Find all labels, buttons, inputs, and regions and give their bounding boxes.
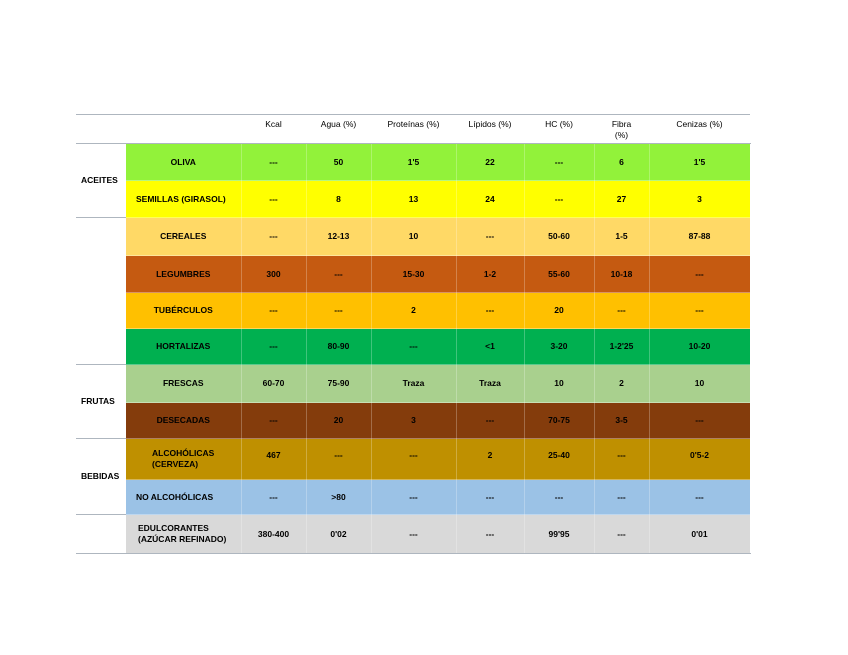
- category-label: BEBIDAS: [76, 439, 126, 515]
- value-cell: 24: [456, 181, 524, 218]
- value-cell: 3: [371, 403, 456, 439]
- value-cell: 8: [306, 181, 371, 218]
- value-cell: 2: [456, 439, 524, 480]
- value-cell: ---: [371, 329, 456, 365]
- food-name-cell: TUBÉRCULOS: [126, 293, 241, 329]
- value-cell: 0'02: [306, 515, 371, 554]
- value-cell: 25-40: [524, 439, 594, 480]
- value-cell: 467: [241, 439, 306, 480]
- value-cell: <1: [456, 329, 524, 365]
- value-cell: ---: [456, 515, 524, 554]
- food-name-cell: NO ALCOHÓLICAS: [126, 480, 241, 515]
- category-label: FRUTAS: [76, 365, 126, 439]
- value-cell: 2: [371, 293, 456, 329]
- value-cell: ---: [241, 293, 306, 329]
- value-cell: 20: [306, 403, 371, 439]
- value-cell: 75-90: [306, 365, 371, 403]
- value-cell: 2: [594, 365, 649, 403]
- header-cell: [76, 115, 126, 144]
- value-cell: 10-18: [594, 256, 649, 293]
- category-label: ACEITES: [76, 144, 126, 218]
- value-cell: 87-88: [649, 218, 750, 256]
- table-row: [76, 480, 750, 515]
- value-cell: 80-90: [306, 329, 371, 365]
- header-proteinas: Proteínas (%): [371, 115, 456, 144]
- value-cell: 1'5: [649, 144, 750, 181]
- value-cell: ---: [241, 144, 306, 181]
- value-cell: ---: [649, 293, 750, 329]
- value-cell: ---: [524, 181, 594, 218]
- value-cell: 10-20: [649, 329, 750, 365]
- food-name-cell: HORTALIZAS: [126, 329, 241, 365]
- value-cell: ---: [241, 403, 306, 439]
- table-row: [76, 439, 750, 480]
- value-cell: ---: [649, 256, 750, 293]
- food-name-cell: ALCOHÓLICAS (CERVEZA): [126, 439, 241, 480]
- header-cell: [126, 115, 241, 144]
- value-cell: Traza: [371, 365, 456, 403]
- value-cell: 70-75: [524, 403, 594, 439]
- value-cell: ---: [241, 218, 306, 256]
- value-cell: ---: [241, 480, 306, 515]
- value-cell: 0'01: [649, 515, 750, 554]
- value-cell: 10: [649, 365, 750, 403]
- value-cell: 50: [306, 144, 371, 181]
- table-row: [76, 403, 750, 439]
- value-cell: 22: [456, 144, 524, 181]
- header-cenizas: Cenizas (%): [649, 115, 750, 144]
- table-row: [76, 293, 750, 329]
- food-name-cell: EDULCORANTES (AZÚCAR REFINADO): [126, 515, 241, 554]
- value-cell: Traza: [456, 365, 524, 403]
- food-name-cell: LEGUMBRES: [126, 256, 241, 293]
- table-row: [76, 256, 750, 293]
- table-row: [76, 144, 750, 181]
- value-cell: 20: [524, 293, 594, 329]
- value-cell: ---: [649, 480, 750, 515]
- food-name-cell: DESECADAS: [126, 403, 241, 439]
- value-cell: 3: [649, 181, 750, 218]
- food-name-cell: FRESCAS: [126, 365, 241, 403]
- value-cell: 13: [371, 181, 456, 218]
- category-label: [76, 515, 126, 554]
- value-cell: 1-2'25: [594, 329, 649, 365]
- value-cell: ---: [594, 515, 649, 554]
- header-agua: Agua (%): [306, 115, 371, 144]
- value-cell: 12-13: [306, 218, 371, 256]
- value-cell: 99'95: [524, 515, 594, 554]
- value-cell: ---: [594, 293, 649, 329]
- value-cell: ---: [456, 293, 524, 329]
- value-cell: 15-30: [371, 256, 456, 293]
- value-cell: ---: [371, 515, 456, 554]
- value-cell: 10: [524, 365, 594, 403]
- table-row: [76, 365, 750, 403]
- header-lipidos: Lípidos (%): [456, 115, 524, 144]
- value-cell: ---: [241, 329, 306, 365]
- value-cell: ---: [456, 480, 524, 515]
- table-row: [76, 515, 750, 554]
- value-cell: ---: [306, 439, 371, 480]
- table-row: [76, 329, 750, 365]
- value-cell: ---: [594, 480, 649, 515]
- value-cell: 300: [241, 256, 306, 293]
- table-row: [76, 181, 750, 218]
- value-cell: ---: [524, 144, 594, 181]
- value-cell: >80: [306, 480, 371, 515]
- value-cell: 6: [594, 144, 649, 181]
- value-cell: ---: [524, 480, 594, 515]
- value-cell: ---: [594, 439, 649, 480]
- header-hc: HC (%): [524, 115, 594, 144]
- value-cell: 50-60: [524, 218, 594, 256]
- value-cell: 1-2: [456, 256, 524, 293]
- value-cell: 3-20: [524, 329, 594, 365]
- header-fibra: Fibra (%): [594, 115, 649, 144]
- value-cell: ---: [456, 218, 524, 256]
- value-cell: ---: [306, 293, 371, 329]
- value-cell: 3-5: [594, 403, 649, 439]
- value-cell: 55-60: [524, 256, 594, 293]
- nutrition-table: [76, 114, 751, 554]
- value-cell: ---: [371, 480, 456, 515]
- value-cell: ---: [241, 181, 306, 218]
- header-row: [76, 115, 750, 144]
- value-cell: ---: [371, 439, 456, 480]
- value-cell: ---: [306, 256, 371, 293]
- value-cell: 60-70: [241, 365, 306, 403]
- food-name-cell: SEMILLAS (GIRASOL): [126, 181, 241, 218]
- value-cell: 10: [371, 218, 456, 256]
- value-cell: 380-400: [241, 515, 306, 554]
- category-label: [76, 218, 126, 365]
- value-cell: 1-5: [594, 218, 649, 256]
- table-body: [76, 144, 750, 554]
- value-cell: ---: [649, 403, 750, 439]
- value-cell: 0'5-2: [649, 439, 750, 480]
- value-cell: 1'5: [371, 144, 456, 181]
- header-kcal: Kcal: [241, 115, 306, 144]
- value-cell: 27: [594, 181, 649, 218]
- table-row: [76, 218, 750, 256]
- food-name-cell: CEREALES: [126, 218, 241, 256]
- value-cell: ---: [456, 403, 524, 439]
- food-name-cell: OLIVA: [126, 144, 241, 181]
